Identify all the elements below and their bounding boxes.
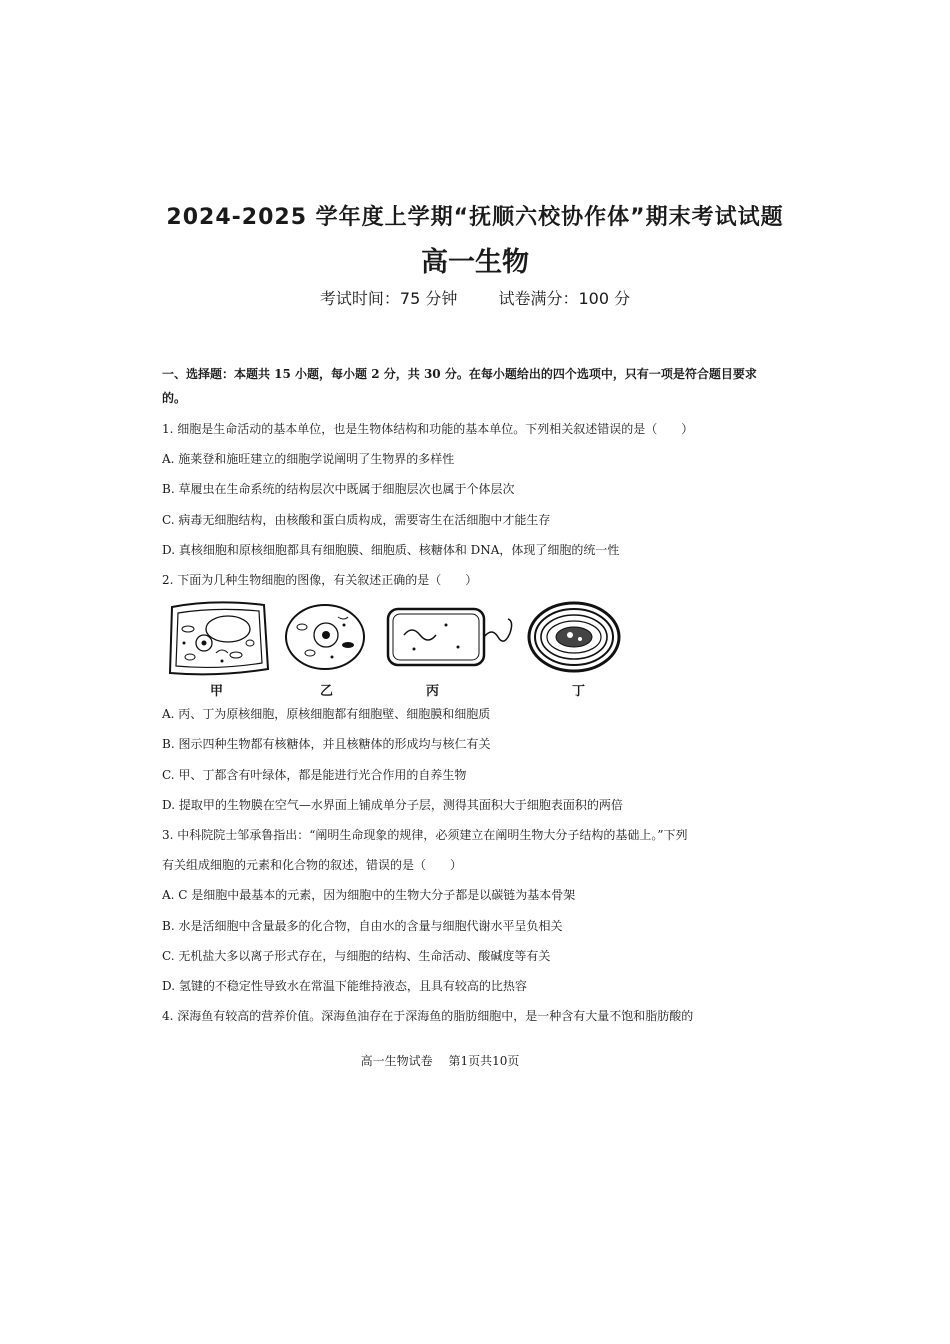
- animal-cell-image: [282, 599, 368, 679]
- question-3-option-a: A. C 是细胞中最基本的元素，因为细胞中的生物大分子都是以碳链为基本骨架: [162, 888, 576, 903]
- question-2-option-c: C. 甲、丁都含有叶绿体，都是能进行光合作用的自养生物: [162, 767, 467, 782]
- question-1-option-c: C. 病毒无细胞结构，由核酸和蛋白质构成，需要寄生在活细胞中才能生存: [162, 512, 551, 527]
- exam-title: 2024-2025 学年度上学期“抚顺六校协作体”期末考试试题: [166, 205, 784, 230]
- question-2-stem: 2. 下面为几种生物细胞的图像，有关叙述正确的是（ ）: [162, 573, 478, 588]
- alga-cell-image: [526, 599, 622, 679]
- exam-time: 考试时间：75 分钟: [319, 289, 458, 308]
- subject-title: 高一生物: [421, 247, 529, 278]
- full-score: 试卷满分：100 分: [498, 289, 631, 308]
- question-4-stem: 4. 深海鱼有较高的营养价值。深海鱼油存在于深海鱼的脂肪细胞中，是一种含有大量不饱和脂肪酸的: [162, 1009, 694, 1024]
- plant-cell-image: [164, 599, 272, 679]
- figure-label-yi: 乙: [320, 684, 334, 700]
- page-footer: [0, 1052, 880, 1069]
- figure-label-jia: 甲: [210, 684, 224, 700]
- question-1-option-b: B. 草履虫在生命系统的结构层次中既属于细胞层次也属于个体层次: [162, 482, 515, 497]
- question-1-stem: 1. 细胞是生命活动的基本单位，也是生物体结构和功能的基本单位。下列相关叙述错误的是（ ）: [162, 422, 694, 436]
- exam-info: [0, 286, 950, 309]
- question-2-option-d: D. 提取甲的生物膜在空气—水界面上铺成单分子层，测得其面积大于细胞表面积的两倍: [162, 797, 623, 812]
- question-content: [162, 362, 780, 1031]
- section-heading: 一、选择题：本题共 15 小题，每小题 2 分，共 30 分。在每小题给出的四个选项中，只有一项是符合题目要求的。: [162, 367, 757, 405]
- question-3-option-b: B. 水是活细胞中含量最多的化合物，自由水的含量与细胞代谢水平呈负相关: [162, 918, 563, 933]
- footer-page-number: 第1页共10页: [448, 1054, 520, 1068]
- question-2-option-b: B. 图示四种生物都有核糖体，并且核糖体的形成均与核仁有关: [162, 737, 491, 752]
- question-2-option-a: A. 丙、丁为原核细胞，原核细胞都有细胞壁、细胞膜和细胞质: [162, 707, 491, 722]
- footer-subject: 高一生物试卷: [360, 1054, 433, 1068]
- question-3-option-c: C. 无机盐大多以离子形式存在，与细胞的结构、生命活动、酸碱度等有关: [162, 948, 551, 963]
- figure-label-ding: 丁: [572, 684, 586, 700]
- question-3-stem-line-2: 有关组成细胞的元素和化合物的叙述，错误的是（ ）: [162, 858, 463, 873]
- question-1-option-a: A. 施莱登和施旺建立的细胞学说阐明了生物界的多样性: [162, 452, 455, 467]
- question-3-option-d: D. 氢键的不稳定性导致水在常温下能维持液态，且具有较高的比热容: [162, 979, 527, 994]
- bacterium-image: [384, 599, 518, 679]
- cell-figure: [162, 599, 780, 699]
- question-3-stem-line-1: 3. 中科院院士邹承鲁指出：“阐明生命现象的规律，必须建立在阐明生物大分子结构的基础上。”下列: [162, 828, 688, 843]
- figure-label-bing: 丙: [426, 684, 440, 700]
- question-1-option-d: D. 真核细胞和原核细胞都具有细胞膜、细胞质、核糖体和 DNA，体现了细胞的统一性: [162, 542, 620, 557]
